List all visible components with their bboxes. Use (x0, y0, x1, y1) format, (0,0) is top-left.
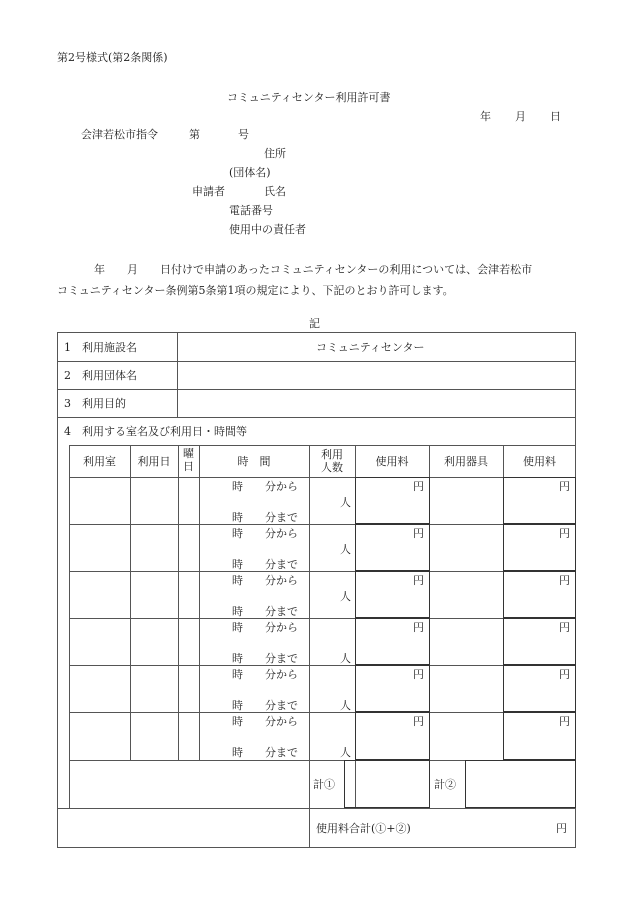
room-schedule-label: 4 利用する室名及び利用日・時間等 (64, 425, 247, 438)
subtotal-1-label: 計① (313, 778, 335, 791)
row-separator (69, 665, 576, 666)
grand-total-yen-unit: 円 (556, 822, 567, 835)
form-number: 第2号様式(第2条関係) (57, 51, 168, 64)
time-to: 時 分まで (232, 605, 298, 618)
time-from: 時 分から (232, 527, 298, 540)
grand-total-label: 使用料合計(①+②) (316, 822, 411, 835)
col-header-dow-1: 曜 (183, 447, 194, 460)
time-to: 時 分まで (232, 699, 298, 712)
time-to: 時 分まで (232, 511, 298, 524)
facility-value: コミュニティセンター (316, 341, 425, 354)
responsible-label: 使用中の責任者 (229, 223, 306, 236)
row-separator (69, 524, 576, 525)
purpose-label: 3 利用目的 (64, 397, 126, 410)
row-separator (57, 417, 576, 418)
time-from: 時 分から (232, 621, 298, 634)
col-header-fee: 使用料 (375, 455, 409, 468)
ki-label: 記 (309, 317, 320, 330)
time-to: 時 分まで (232, 558, 298, 571)
fee-yen-unit: 円 (413, 527, 424, 540)
subtotal2-box (465, 760, 576, 808)
equipment-fee-yen-unit: 円 (559, 574, 570, 587)
date-year: 年 (480, 110, 491, 123)
col-header-room: 利用室 (83, 455, 116, 468)
phone-label: 電話番号 (229, 204, 273, 217)
person-unit: 人 (340, 543, 351, 556)
time-from: 時 分から (232, 668, 298, 681)
group-name-label: (団体名) (229, 166, 271, 179)
person-unit: 人 (340, 590, 351, 603)
time-from: 時 分から (232, 715, 298, 728)
group-name-row-label: 2 利用団体名 (64, 369, 137, 382)
col-separator (177, 332, 178, 417)
equipment-fee-yen-unit: 円 (559, 715, 570, 728)
applicant-label: 申請者 (192, 185, 225, 198)
directive-go: 号 (238, 128, 249, 141)
fee-yen-unit: 円 (413, 574, 424, 587)
fee-yen-unit: 円 (413, 715, 424, 728)
time-from: 時 分から (232, 480, 298, 493)
col-header-date: 利用日 (137, 455, 171, 468)
row-separator (57, 389, 576, 390)
row-separator (69, 571, 576, 572)
document-title: コミュニティセンター利用許可書 (227, 91, 391, 104)
fee-yen-unit: 円 (413, 668, 424, 681)
address-label: 住所 (264, 147, 286, 160)
col-separator (130, 445, 131, 760)
col-header-people-1: 利用 (321, 448, 343, 461)
fee-yen-unit: 円 (413, 621, 424, 634)
fee-yen-unit: 円 (413, 480, 424, 493)
subtotal1-box (344, 760, 430, 808)
directive-city: 会津若松市指令 (81, 128, 158, 141)
body-line-2: コミュニティセンター条例第5条第1項の規定により、下記のとおり許可します。 (57, 284, 454, 297)
person-unit: 人 (340, 699, 351, 712)
row-separator (69, 712, 576, 713)
equipment-fee-yen-unit: 円 (559, 480, 570, 493)
col-header-dow-2: 日 (183, 460, 194, 473)
col-separator (309, 445, 310, 848)
row-separator (69, 477, 576, 478)
equipment-fee-yen-unit: 円 (559, 668, 570, 681)
row-separator (69, 445, 576, 446)
time-to: 時 分まで (232, 652, 298, 665)
date-day: 日 (550, 110, 561, 123)
name-label: 氏名 (264, 185, 286, 198)
person-unit: 人 (340, 652, 351, 665)
time-to: 時 分まで (232, 746, 298, 759)
row-separator (57, 361, 576, 362)
directive-dai: 第 (189, 128, 200, 141)
row-separator (57, 808, 576, 809)
subtotal-2-label: 計② (434, 778, 456, 791)
col-header-equipment-fee: 使用料 (523, 455, 556, 468)
person-unit: 人 (340, 496, 351, 509)
equipment-fee-yen-unit: 円 (559, 621, 570, 634)
col-header-people-2: 人数 (321, 461, 343, 474)
person-unit: 人 (340, 746, 351, 759)
date-month: 月 (515, 110, 526, 123)
time-from: 時 分から (232, 574, 298, 587)
col-separator (178, 445, 179, 760)
col-separator (69, 445, 70, 808)
body-paragraph (57, 259, 577, 301)
row-separator (69, 618, 576, 619)
col-header-equipment: 利用器具 (444, 455, 488, 468)
equipment-fee-yen-unit: 円 (559, 527, 570, 540)
col-header-time: 時 間 (237, 455, 271, 468)
facility-label: 1 利用施設名 (64, 341, 137, 354)
body-line-1: 年 月 日付けで申請のあったコミュニティセンターの利用については、会津若松市 (94, 263, 533, 276)
col-separator (199, 445, 200, 760)
